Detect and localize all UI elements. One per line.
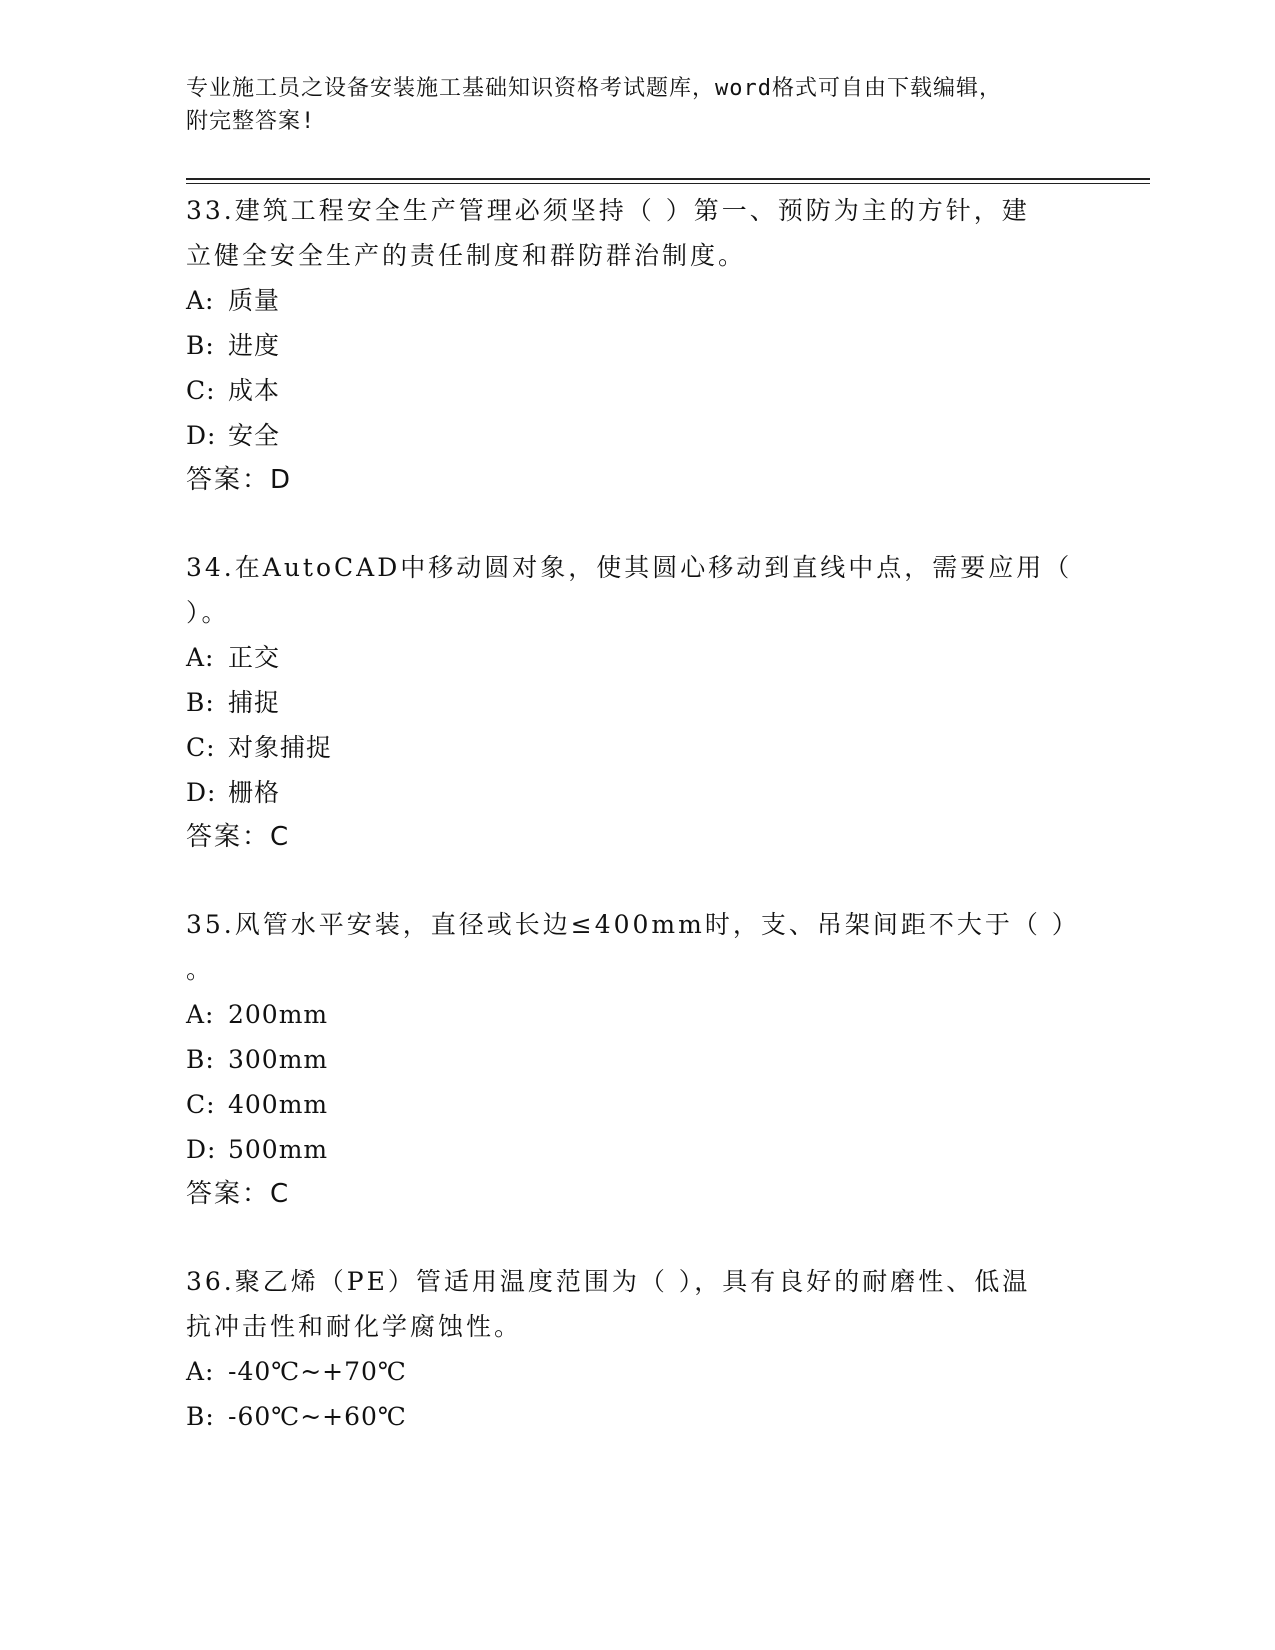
- option-b: [186, 1394, 1086, 1439]
- option-text: 对象捕捉: [228, 733, 333, 762]
- header-line-1: 专业施工员之设备安装施工基础知识资格考试题库，word格式可自由下载编辑，: [186, 76, 1002, 101]
- option-key: C:: [186, 1090, 216, 1119]
- option-key: A:: [186, 286, 215, 315]
- question-text-line: 33.建筑工程安全生产管理必须坚持（ ）第一、预防为主的方针，建: [186, 196, 1030, 225]
- question-text: [186, 902, 1086, 992]
- option-text: -60℃~+60℃: [228, 1402, 407, 1431]
- question-36: [186, 1259, 1086, 1439]
- answer-line: 答案：D: [186, 465, 293, 495]
- question-text-line: 34.在AutoCAD中移动圆对象，使其圆心移动到直线中点，需要应用（: [186, 553, 1073, 582]
- question-text-line: 36.聚乙烯（PE）管适用温度范围为（ ），具有良好的耐磨性、低温: [186, 1267, 1031, 1296]
- option-text: 安全: [228, 421, 281, 450]
- option-key: C:: [186, 376, 216, 405]
- question-text-line: 立健全安全生产的责任制度和群防群治制度。: [186, 241, 747, 270]
- option-b: [186, 323, 1086, 368]
- option-a: [186, 635, 1086, 680]
- header-line-2: 附完整答案!: [186, 109, 316, 134]
- option-key: A:: [186, 643, 215, 672]
- question-text: [186, 545, 1086, 635]
- header-divider-thick: [186, 178, 1150, 180]
- option-text: 200mm: [228, 1000, 329, 1029]
- question-text-line: 抗冲击性和耐化学腐蚀性。: [186, 1312, 523, 1341]
- header-divider-thin: [186, 183, 1150, 184]
- option-key: B:: [186, 331, 215, 360]
- option-b: [186, 680, 1086, 725]
- question-text-line: 35.风管水平安装，直径或长边≤400mm时，支、吊架间距不大于（ ）: [186, 910, 1080, 939]
- option-text: 500mm: [228, 1135, 329, 1164]
- option-key: A:: [186, 1357, 215, 1386]
- option-key: D:: [186, 1135, 217, 1164]
- option-c: [186, 725, 1086, 770]
- option-key: B:: [186, 1402, 215, 1431]
- option-a: [186, 992, 1086, 1037]
- option-key: D:: [186, 421, 217, 450]
- option-a: [186, 1349, 1086, 1394]
- option-a: [186, 278, 1086, 323]
- option-text: 进度: [228, 331, 281, 360]
- option-key: A:: [186, 1000, 215, 1029]
- option-key: B:: [186, 688, 215, 717]
- question-34: [186, 545, 1086, 860]
- option-text: 正交: [228, 643, 281, 672]
- option-text: 栅格: [228, 778, 281, 807]
- option-key: D:: [186, 778, 217, 807]
- option-key: C:: [186, 733, 216, 762]
- option-text: 400mm: [228, 1090, 329, 1119]
- option-c: [186, 1082, 1086, 1127]
- option-b: [186, 1037, 1086, 1082]
- option-text: 成本: [228, 376, 281, 405]
- option-key: B:: [186, 1045, 215, 1074]
- question-text: [186, 188, 1086, 278]
- option-d: [186, 413, 1086, 458]
- question-text-line: 。: [186, 955, 215, 984]
- document-header: [186, 72, 1066, 138]
- question-33: [186, 188, 1086, 503]
- question-list: [186, 188, 1086, 1481]
- answer-line: 答案：C: [186, 822, 291, 852]
- option-d: [186, 1127, 1086, 1172]
- answer-line: 答案：C: [186, 1179, 291, 1209]
- option-c: [186, 368, 1086, 413]
- option-text: 300mm: [228, 1045, 329, 1074]
- question-35: [186, 902, 1086, 1217]
- option-text: 捕捉: [228, 688, 281, 717]
- question-text: [186, 1259, 1086, 1349]
- option-d: [186, 770, 1086, 815]
- option-text: 质量: [228, 286, 281, 315]
- question-text-line: ）。: [186, 598, 230, 627]
- option-text: -40℃~+70℃: [228, 1357, 407, 1386]
